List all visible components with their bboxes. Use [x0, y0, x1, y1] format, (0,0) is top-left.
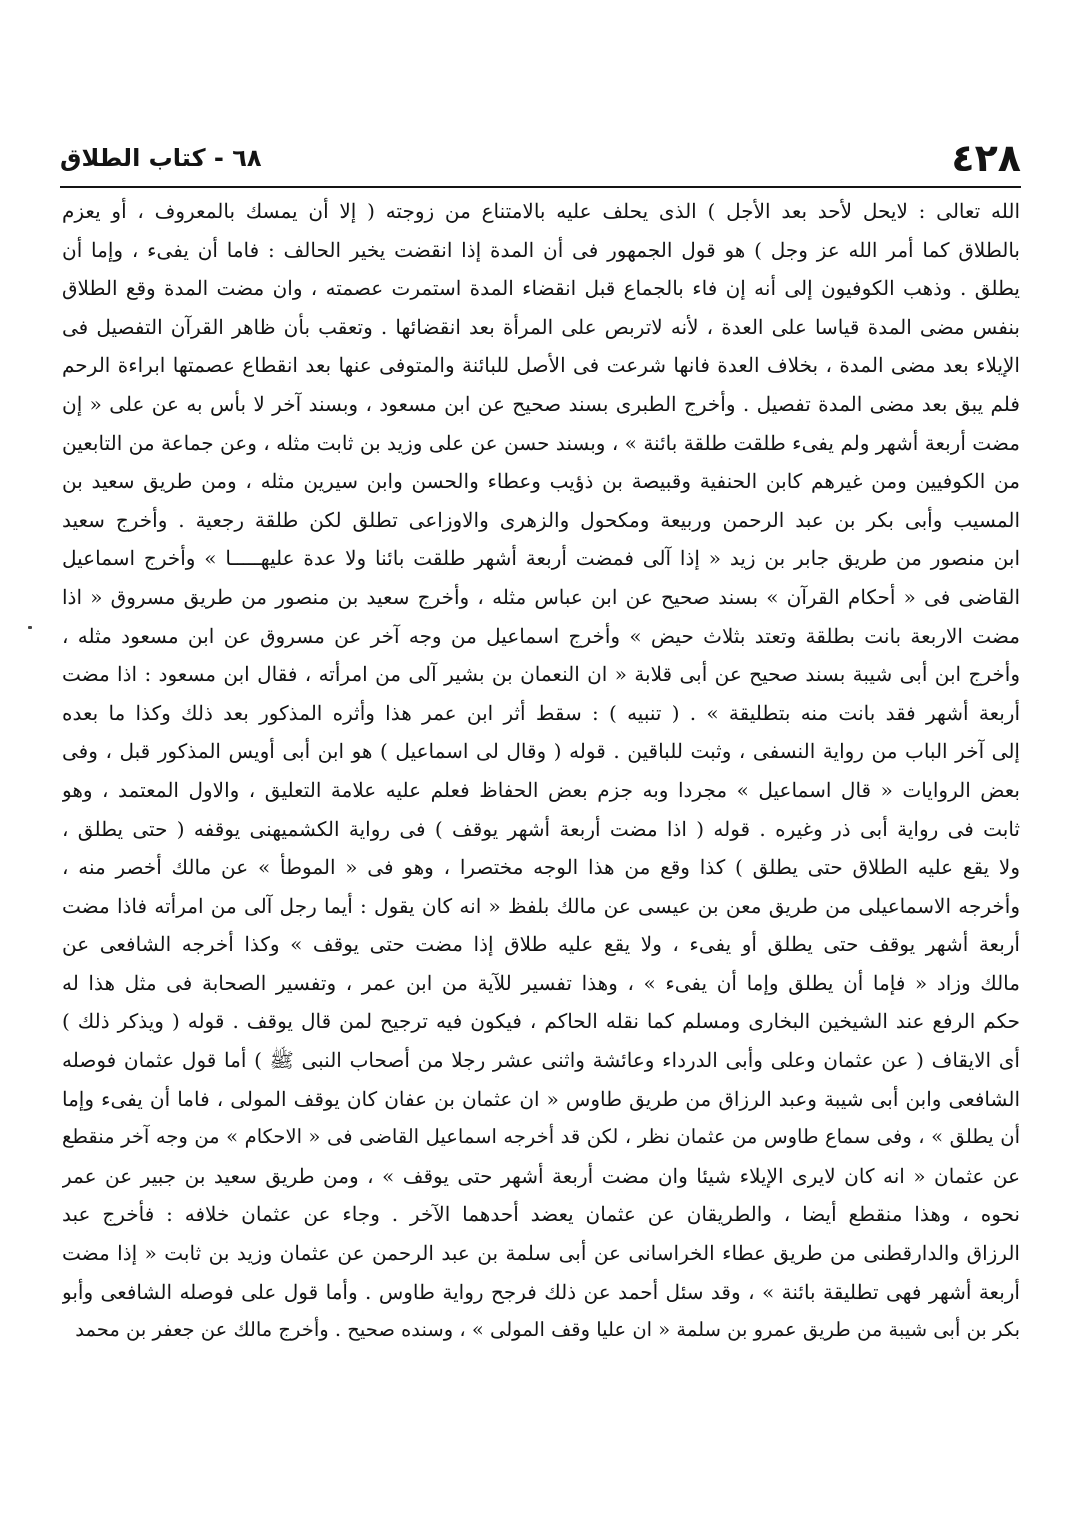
text-line: أى الايقاف ( عن عثمان وعلى وأبى الدرداء وعائشة واثنى عشر رجلا من أصحاب النبى ﷺ ) أما قول عثمان فوصله: [62, 1048, 1020, 1073]
text-line: إلى آخر الباب من رواية النسفى ، وثبت للباقين . قوله ( وقال لى اسماعيل ) هو ابن أبى أويس المذكور قبل ، وفى: [62, 739, 1020, 764]
text-line: من الكوفيين ومن غيرهم كابن الحنفية وقبيصة بن ذؤيب وعطاء والحسن وابن سيرين مثله ، ومن طريق سعيد بن: [62, 469, 1020, 494]
body-text: [62, 192, 1020, 1350]
text-line: بالطلاق كما أمر الله عز وجل ) هو قول الجمهور فى أن المدة إذا انقضت يخير الحالف : فاما أن يفىء ، وإما أن: [62, 237, 1020, 262]
text-line: الرزاق والدارقطنى من طريق عطاء الخراسانى عن أبى سلمة بن عبد الرحمن عن عثمان وزيد بن ثابت « إذا مضت: [62, 1241, 1020, 1266]
text-line: المسيب وأبى بكر بن عبد الرحمن وربيعة ومكحول والزهرى والاوزاعى تطلق لكن طلقة رجعية . وأخرج سعيد: [62, 507, 1020, 532]
text-line: بكر بن أبى شيبة من طريق عمرو بن سلمة « ان عليا وقف المولى » ، وسنده صحيح . وأخرج مالك عن جعفر بن محمد: [75, 1318, 1020, 1342]
text-line: الإيلاء بعد مضى المدة ، بخلاف العدة فانها شرعت فى الأصل للبائنة والمتوفى عنها بعد انقطاع عصمتها ابراءة الرحم: [62, 353, 1020, 378]
text-line: أربعة أشهر فهى تطليقة بائنة » ، وقد سئل أحمد عن ذلك فرجح رواية طاوس . وأما قول على فوصله الشافعى وأبو: [62, 1279, 1020, 1304]
text-line: أربعة أشهر فقد بانت منه بتطليقة » . ( تنبيه ) : سقط أثر ابن عمر هذا وأثره المذكور بعد ذلك وكذا ما بعده: [62, 700, 1020, 725]
text-line: فلم يبق بعد مضى المدة تفصيل . وأخرج الطبرى بسند صحيح عن ابن مسعود ، وبسند آخر لا بأس به عن على « إن: [62, 391, 1020, 416]
text-line: يطلق . وذهب الكوفيون إلى أنه إن فاء بالجماع قبل انقضاء المدة استمرت عصمته ، وان مضت المدة وقع الطلاق: [62, 276, 1020, 301]
text-line: بنفس مضى المدة قياسا على العدة ، لأنه لاتربص على المرأة بعد انقضائها . وتعقب بأن ظاهر القرآن التفصيل فى: [62, 314, 1020, 339]
text-line: الشافعى وابن أبى شيبة وعبد الرزاق من طريق طاوس « ان عثمان بن عفان كان يوقف المولى ، فاما أن يفىء وإما: [62, 1086, 1020, 1111]
text-line: ولا يقع عليه الطلاق حتى يطلق ) كذا وقع من هذا الوجه مختصرا ، وهو فى « الموطأ » عن مالك أخصر منه ،: [62, 855, 1020, 880]
text-line: مضت أربعة أشهر ولم يفىء طلقت طلقة بائنة » ، وبسند حسن عن على وزيد بن ثابت مثله ، وعن جماعة من التابعين: [62, 430, 1020, 455]
text-line: أن يطلق » ، وفى سماع طاوس من عثمان نظر ، لكن قد أخرجه اسماعيل القاضى فى « الاحكام » من وجه آخر منقطع: [62, 1125, 1020, 1149]
page-number: ٤٢٨: [951, 136, 1021, 180]
margin-mark: [28, 626, 32, 629]
text-line: أربعة أشهر يوقف حتى يطلق أو يفىء ، ولا يقع عليه طلاق إذا مضت حتى يوقف » وكذا أخرجه الشافعى عن: [62, 932, 1020, 957]
text-line: مالك وزاد « فإما أن يطلق وإما أن يفىء » ، وهذا تفسير للآية من ابن عمر ، وتفسير الصحابة فى مثل هذا له: [62, 970, 1020, 995]
text-line: القاضى فى « أحكام القرآن » بسند صحيح عن ابن عباس مثله ، وأخرج سعيد بن منصور من طريق مسروق « اذا: [62, 584, 1020, 609]
text-line: ثابت فى رواية أبى ذر وغيره . قوله ( اذا مضت أربعة أشهر يوقف ) فى رواية الكشميهنى يوقفه ( حتى يطلق ،: [62, 816, 1020, 841]
text-line: وأخرج ابن أبى شيبة بسند صحيح عن أبى قلابة « ان النعمان بن بشير آلى من امرأته ، فقال ابن مسعود : اذا مضت: [62, 662, 1020, 687]
running-title: ٦٨ - كتاب الطلاق: [60, 144, 262, 172]
text-line: مضت الاربعة بانت بطلقة وتعتد بثلاث حيض » وأخرج اسماعيل من وجه آخر عن مسروق عن ابن مسعود مثله ،: [62, 623, 1020, 648]
text-line: الله تعالى : لايحل لأحد بعد الأجل ) الذى يحلف عليه بالامتناع من زوجته ( إلا أن يمسك بالمعروف ، أو يعزم: [62, 199, 1020, 223]
text-line: بعض الروايات « قال اسماعيل » مجردا وبه جزم بعض الحفاظ فعلم عليه علامة التعليق ، والاول المعتمد ، وهو: [62, 777, 1020, 802]
text-line: وأخرجه الاسماعيلى من طريق معن بن عيسى عن مالك بلفظ « انه كان يقول : أيما رجل آلى من امرأته فاذا مضت: [62, 893, 1020, 918]
header-divider: [60, 186, 1021, 188]
text-line: ابن منصور من طريق جابر بن زيد « إذا آلى فمضت أربعة أشهر طلقت بائنا ولا عدة عليهـــــا » وأخرج اسماعيل: [62, 546, 1020, 571]
text-line: عن عثمان « انه كان لايرى الإيلاء شيئا وان مضت أربعة أشهر حتى يوقف » ، ومن طريق سعيد بن جبير عن عمر: [62, 1163, 1020, 1188]
text-line: نحوه ، وهذا منقطع أيضا ، والطريقان عن عثمان يعضد أحدهما الآخر . وجاء عن عثمان خلافه : فأخرج عبد: [62, 1202, 1020, 1227]
page-header: [60, 134, 1021, 182]
text-line: حكم الرفع عند الشيخين البخارى ومسلم كما نقله الحاكم ، فيكون فيه ترجيح لمن قال يوقف . قوله ( ويذكر ذلك ): [62, 1009, 1020, 1034]
